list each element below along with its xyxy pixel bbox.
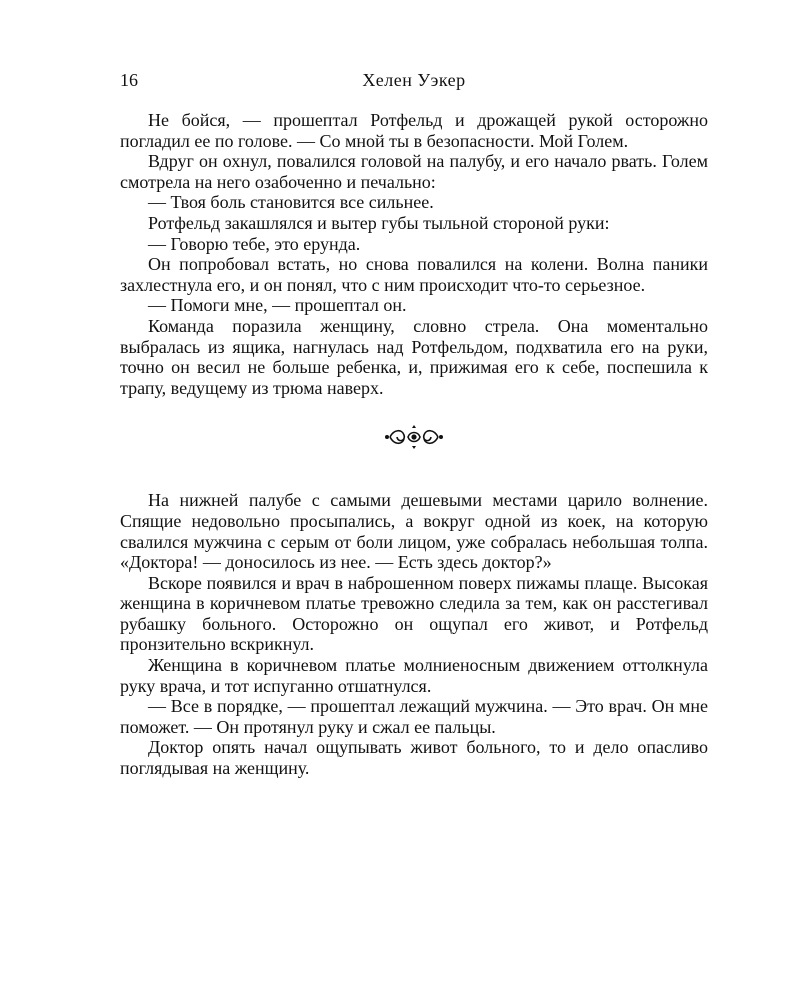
paragraph: Не бойся, — прошептал Ротфельд и дрожащей рукой осторожно погладил ее по голове. — Со мной ты в безопасности. Мой Голем. <box>120 110 708 151</box>
floral-ornament-icon <box>384 425 444 449</box>
paragraph: Он попробовал встать, но снова повалился на колени. Волна паники захлестнула его, и он понял, что с ним происходит что-то серьезное. <box>120 254 708 295</box>
paragraph: На нижней палубе с самыми дешевыми местами царило волнение. Спящие недовольно просыпались, а вокруг одной из коек, на которую свалился мужчина с серым от боли лицом, уже собралась небольшая толпа. «Доктора! — доносилось из нее. — Есть здесь доктор?» <box>120 490 708 573</box>
paragraph: Вскоре появился и врач в наброшенном поверх пижамы плаще. Высокая женщина в коричневом платье тревожно следила за тем, как он расстегивал рубашку больного. Осторожно он ощупал его живот, и Ротфельд пронзительно вскрикнул. <box>120 572 708 655</box>
paragraph: Ротфельд закашлялся и вытер губы тыльной стороной руки: <box>148 212 610 233</box>
paragraph: Вдруг он охнул, повалился головой на палубу, и его начало рвать. Голем смотрела на него озабоченно и печально: <box>120 151 708 192</box>
paragraph: — Все в порядке, — прошептал лежащий мужчина. — Это врач. Он мне поможет. — Он протянул руку и сжал ее пальцы. <box>120 696 708 737</box>
book-page <box>120 70 708 779</box>
section-one <box>120 110 708 398</box>
running-title: Хелен Уэкер <box>362 70 466 90</box>
page-number: 16 <box>120 70 138 90</box>
paragraph: Женщина в коричневом платье молниеносным движением оттолкнула руку врача, и тот испуганно отшатнулся. <box>120 655 708 696</box>
section-two <box>120 490 708 778</box>
paragraph: — Помоги мне, — прошептал он. <box>148 295 407 316</box>
paragraph: — Говорю тебе, это ерунда. <box>148 233 361 254</box>
paragraph: — Твоя боль становится все сильнее. <box>148 192 434 213</box>
page-header <box>120 70 708 96</box>
paragraph: Доктор опять начал ощупывать живот больного, то и дело опасливо поглядывая на женщину. <box>120 737 708 779</box>
paragraph: Команда поразила женщину, словно стрела. Она моментально выбралась из ящика, нагнулась над Ротфельдом, подхватила его на руки, точно он весил не больше ребенка, и, прижимая его к себе, поспешила к трапу, ведущему из трюма наверх. <box>120 315 708 398</box>
section-divider <box>120 398 708 476</box>
